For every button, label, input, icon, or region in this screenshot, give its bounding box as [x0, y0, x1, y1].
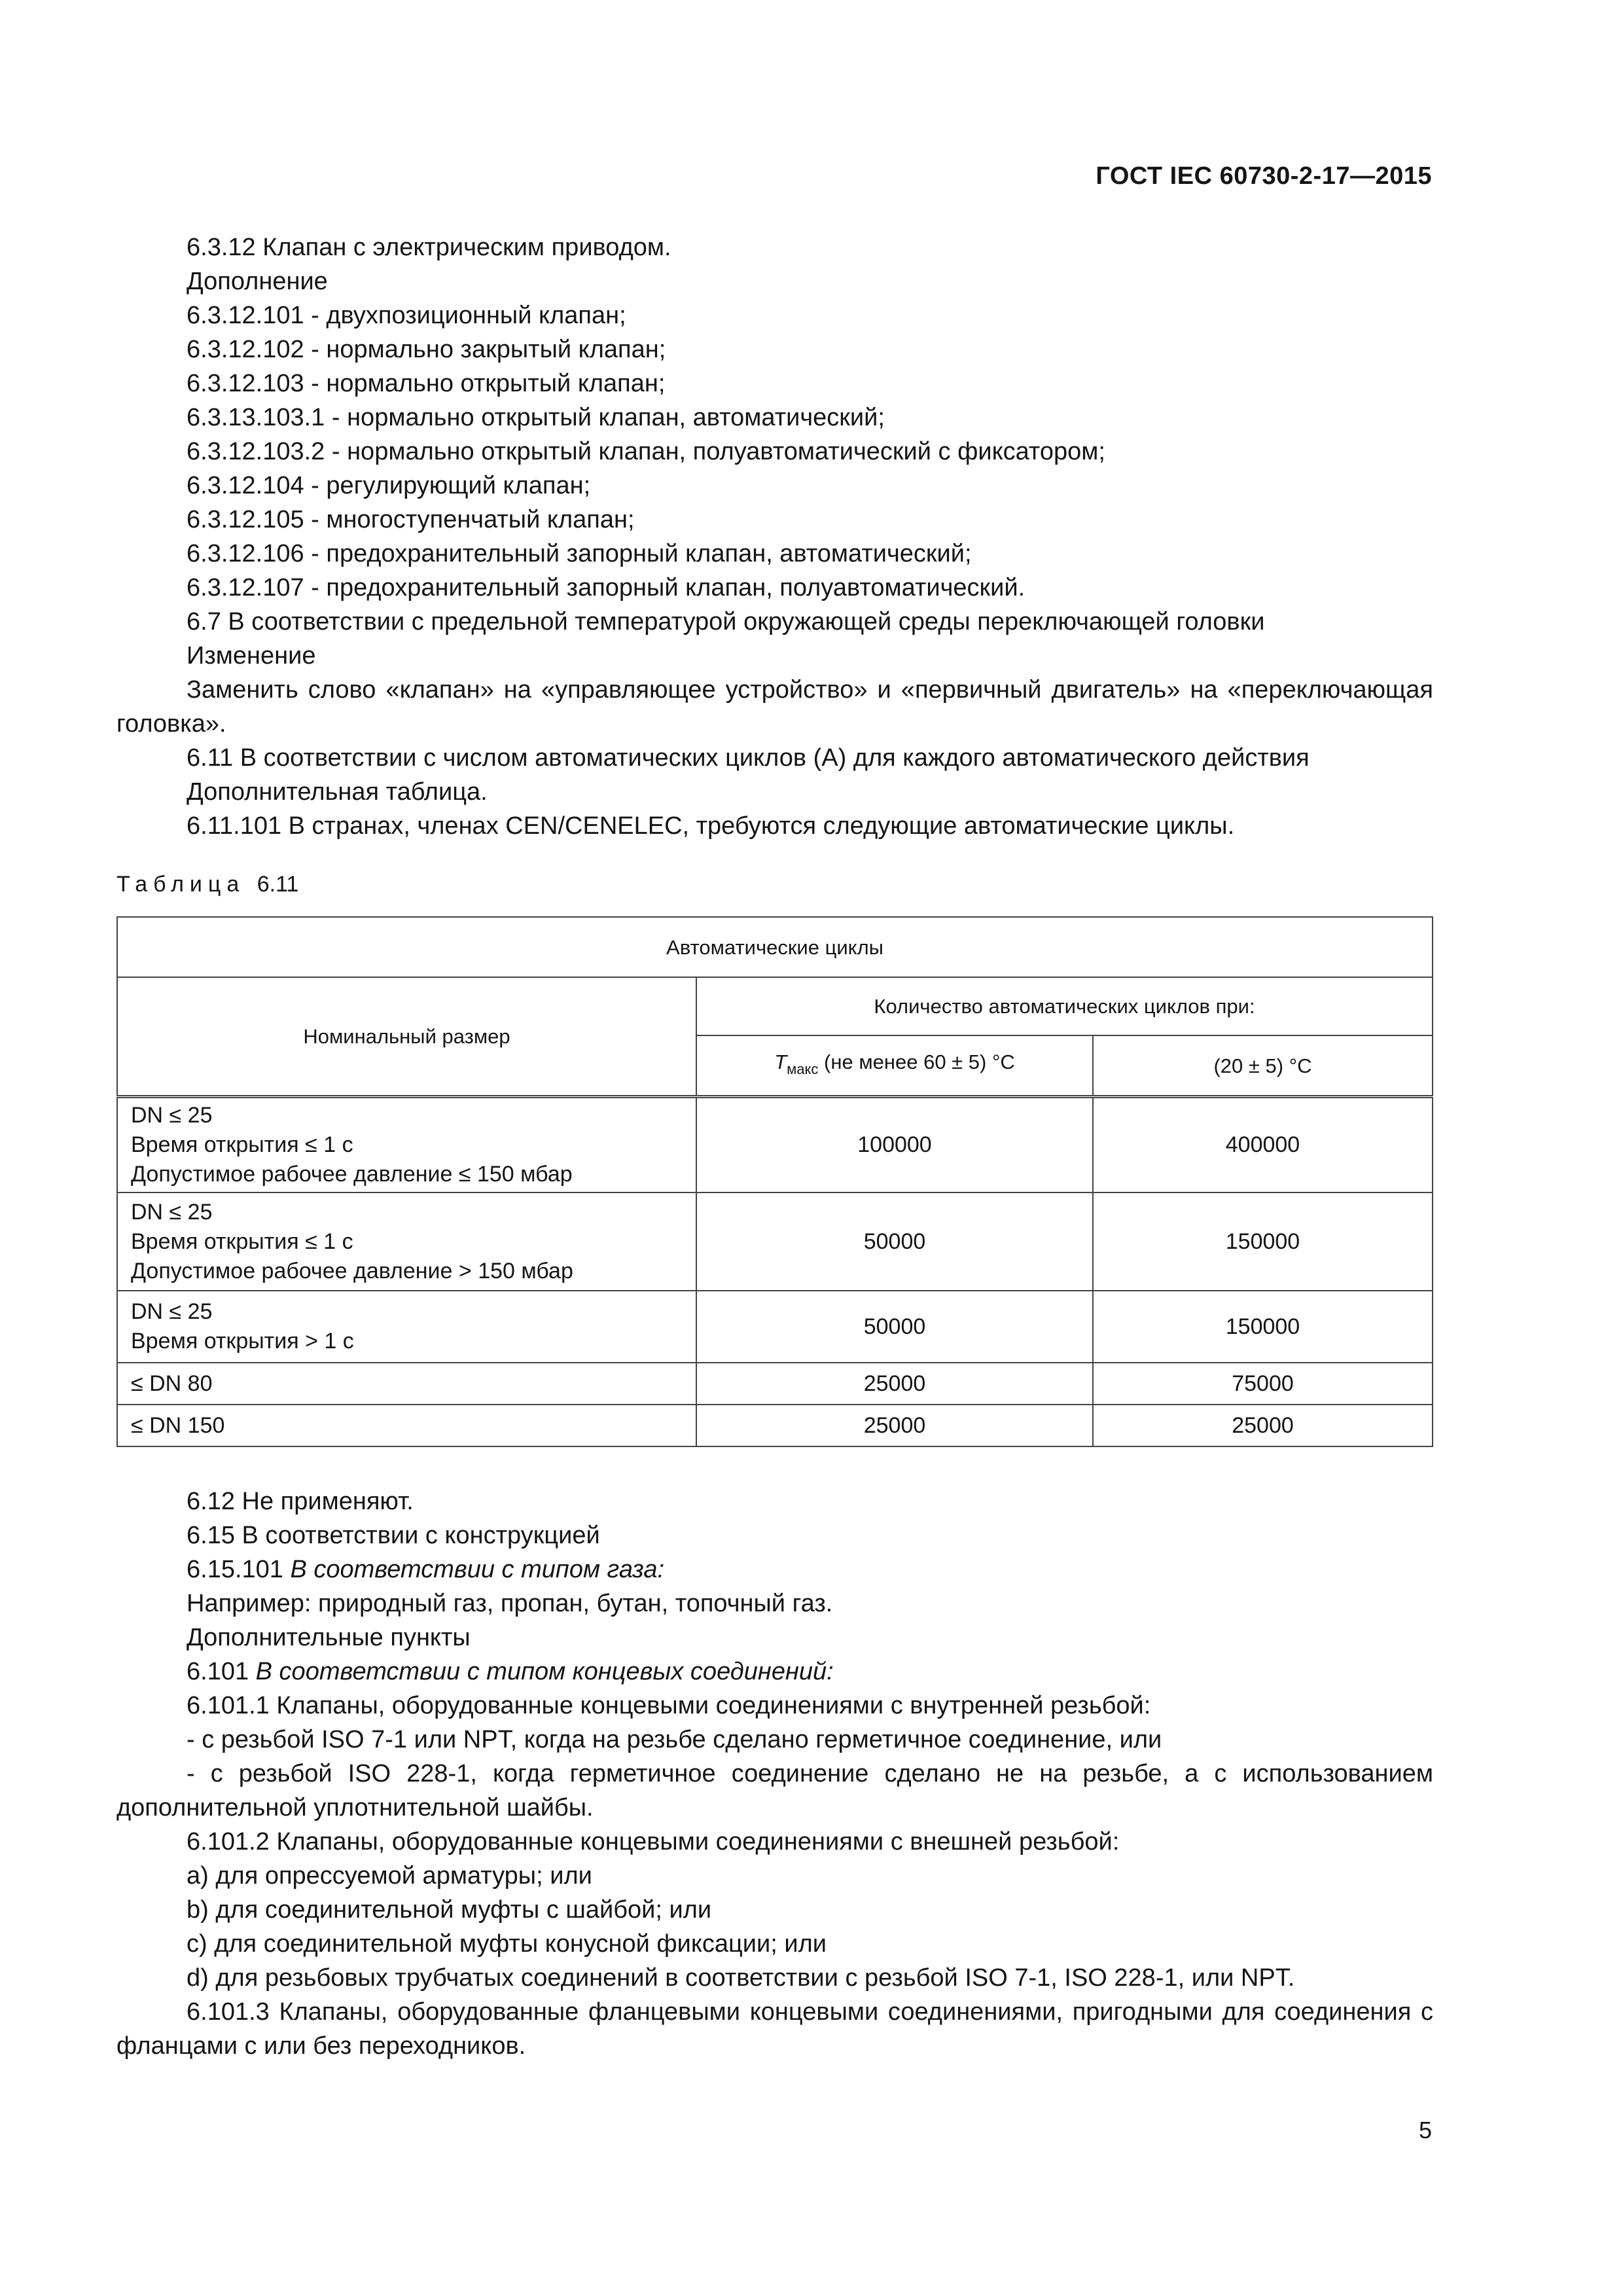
cycles-t20-cell: 150000	[1093, 1291, 1433, 1363]
cycles-t20-cell: 150000	[1093, 1193, 1433, 1291]
page-number: 5	[1418, 2117, 1432, 2144]
row-condition-cell	[117, 1405, 696, 1446]
table-caption-number: 6.11	[257, 872, 299, 897]
paragraph: 6.3.12.103 - нормально открытый клапан;	[187, 370, 666, 397]
paragraph: 6.3.12.106 - предохранительный запорный клапан, автоматический;	[187, 540, 972, 567]
row-condition-line: DN ≤ 25	[131, 1103, 213, 1128]
paragraph: Дополнительная таблица.	[187, 778, 488, 806]
tmax-symbol: T	[774, 1050, 787, 1073]
table-row	[117, 1097, 1433, 1193]
paragraph: 6.3.12.101 - двухпозиционный клапан;	[187, 302, 626, 329]
tmax-index: макс	[787, 1061, 819, 1077]
paragraph: 6.3.13.103.1 - нормально открытый клапан, автоматический;	[187, 404, 885, 431]
paragraph: 6.3.12.105 - многоступенчатый клапан;	[187, 506, 635, 533]
paragraph: 6.3.12.102 - нормально закрытый клапан;	[187, 336, 666, 363]
paragraph	[116, 1655, 1433, 1689]
cycles-tmax-cell: 50000	[696, 1193, 1093, 1291]
row-condition-line: Время открытия ≤ 1 с	[131, 1132, 353, 1157]
cycles-t20-cell: 25000	[1093, 1405, 1433, 1446]
paragraph: Изменение	[187, 642, 316, 670]
clause-title-italic: В соответствии с типом газа:	[290, 1556, 665, 1583]
cycles-tmax-cell: 50000	[696, 1291, 1093, 1363]
header-tmax	[696, 1035, 1093, 1097]
paragraph: 6.15 В соответствии с конструкцией	[187, 1522, 600, 1549]
automatic-cycles-table	[116, 916, 1433, 1447]
table-header-row	[117, 977, 1433, 1035]
row-condition-line: DN ≤ 25	[131, 1199, 213, 1225]
cycles-tmax-cell: 25000	[696, 1363, 1093, 1405]
table-caption-word: Таблица	[116, 872, 245, 897]
body-text-bottom	[116, 1484, 1433, 2063]
header-cycle-count: Количество автоматических циклов при:	[696, 977, 1433, 1035]
table-caption	[116, 872, 298, 897]
paragraph: Дополнительные пункты	[187, 1624, 471, 1651]
table-title-row	[117, 917, 1433, 977]
list-item: b) для соединительной муфты с шайбой; или	[187, 1896, 712, 1924]
list-item: c) для соединительной муфты конусной фиксации; или	[187, 1930, 827, 1958]
table-row	[117, 1405, 1433, 1446]
row-condition-line: DN ≤ 25	[131, 1299, 213, 1324]
paragraph: 6.3.12.107 - предохранительный запорный клапан, полуавтоматический.	[187, 574, 1026, 601]
row-condition-line: Допустимое рабочее давление ≤ 150 мбар	[131, 1162, 573, 1187]
paragraph: - с резьбой ISO 7-1 или NPT, когда на резьбе сделано герметичное соединение, или	[187, 1726, 1162, 1753]
paragraph: 6.11 В соответствии с числом автоматических циклов (А) для каждого автоматического действия	[187, 744, 1310, 772]
paragraph: 6.101.1 Клапаны, оборудованные концевыми соединениями с внутренней резьбой:	[187, 1692, 1151, 1719]
cycles-t20-cell: 400000	[1093, 1097, 1433, 1193]
table-title-cell: Автоматические циклы	[117, 917, 1433, 977]
body-text-top	[116, 230, 1433, 843]
paragraph: 6.101.2 Клапаны, оборудованные концевыми соединениями с внешней резьбой:	[187, 1828, 1120, 1856]
row-condition-cell	[117, 1291, 696, 1363]
row-condition-line: Допустимое рабочее давление > 150 мбар	[131, 1258, 573, 1283]
cycles-tmax-cell: 100000	[696, 1097, 1093, 1193]
row-condition-line: Время открытия ≤ 1 с	[131, 1229, 353, 1254]
row-condition-cell	[117, 1363, 696, 1405]
header-t20: (20 ± 5) °C	[1093, 1035, 1433, 1097]
paragraph: Например: природный газ, пропан, бутан, топочный газ.	[187, 1590, 833, 1617]
paragraph: 6.12 Не применяют.	[187, 1488, 414, 1515]
paragraph	[116, 1552, 1433, 1587]
paragraph: 6.3.12.104 - регулирующий клапан;	[187, 472, 591, 499]
row-condition-cell	[117, 1193, 696, 1291]
paragraph: Заменить слово «клапан» на «управляющее устройство» и «первичный двигатель» на «переключающая головка».	[116, 676, 1433, 738]
row-condition-line: ≤ DN 80	[131, 1371, 213, 1396]
clause-number: 6.101	[187, 1658, 256, 1685]
paragraph: 6.11.101 В странах, членах CEN/CENELEC, требуются следующие автоматические циклы.	[187, 812, 1235, 840]
cycles-tmax-cell: 25000	[696, 1405, 1093, 1446]
tmax-condition: (не менее 60 ± 5) °C	[818, 1050, 1015, 1073]
row-condition-cell	[117, 1097, 696, 1193]
paragraph: 6.3.12 Клапан с электрическим приводом.	[187, 234, 671, 261]
clause-title-italic: В соответствии с типом концевых соединений:	[255, 1658, 834, 1685]
paragraph: Дополнение	[187, 268, 328, 295]
paragraph: 6.3.12.103.2 - нормально открытый клапан, полуавтоматический с фиксатором;	[187, 438, 1105, 465]
clause-number: 6.15.101	[187, 1556, 291, 1583]
list-item: d) для резьбовых трубчатых соединений в соответствии с резьбой ISO 7-1, ISO 228-1, или NPT.	[187, 1964, 1295, 1992]
table-row	[117, 1363, 1433, 1405]
header-nominal-size: Номинальный размер	[117, 977, 696, 1097]
paragraph: - с резьбой ISO 228-1, когда герметичное соединение сделано не на резьбе, а с использованием дополнительной уплотнительной шайбы.	[116, 1760, 1433, 1821]
paragraph: 6.101.3 Клапаны, оборудованные фланцевыми концевыми соединениями, пригодными для соединения с фланцами с или без переходников.	[116, 1998, 1433, 2060]
paragraph: 6.7 В соответствии с предельной температурой окружающей среды переключающей головки	[187, 608, 1265, 636]
page-header-standard: ГОСТ IEC 60730-2-17—2015	[1096, 162, 1432, 190]
table-row	[117, 1291, 1433, 1363]
row-condition-line: ≤ DN 150	[131, 1412, 225, 1438]
cycles-t20-cell: 75000	[1093, 1363, 1433, 1405]
row-condition-line: Время открытия > 1 с	[131, 1329, 354, 1354]
list-item: a) для опрессуемой арматуры; или	[187, 1862, 592, 1890]
table-row	[117, 1193, 1433, 1291]
